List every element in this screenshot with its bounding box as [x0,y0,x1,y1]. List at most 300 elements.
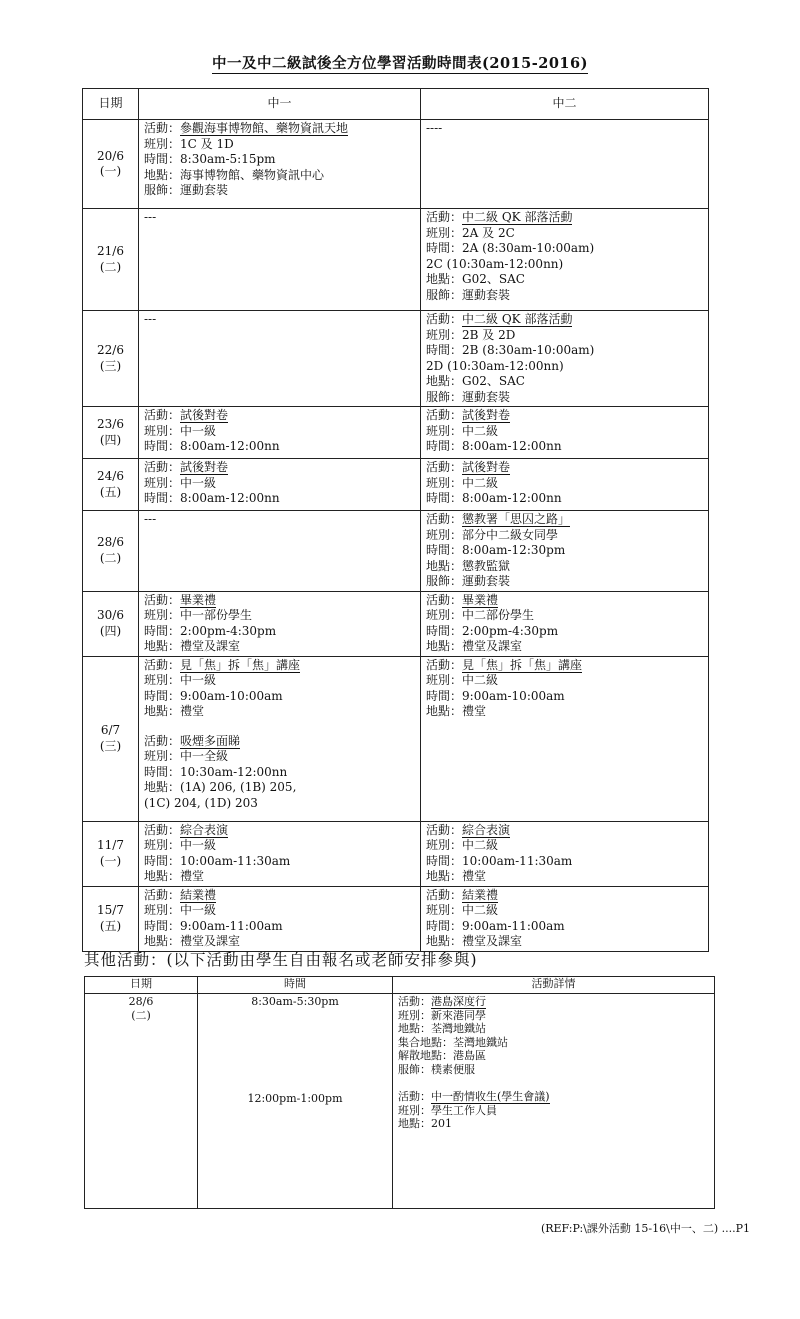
field-line [426,476,703,492]
field-value: 中二部份學生 [462,608,535,622]
footer-ref: (REF:P:\課外活動 15-16\中一、二) ....P1 [540,1222,750,1235]
row-date: 15/7 [97,903,124,917]
field-label: 活動： [426,512,463,526]
field-label: 班別： [144,838,181,852]
field-value: 港島區 [453,1049,486,1062]
field-line [426,574,703,590]
empty-dash: --- [144,210,157,224]
field-value: 2B (8:30am-10:00am) [462,343,595,357]
field-label: 時間： [144,439,181,453]
field-value: 8:30am-5:15pm [180,152,276,166]
field-label: 活動： [426,592,463,607]
field-line [144,439,415,455]
field-line [426,460,703,476]
activity-name: 中一酌情收生(學生會議) [431,1090,550,1103]
schedule-row [83,209,709,311]
field-label: 地點： [426,272,463,286]
row-date: 20/6 [97,148,124,163]
field-value: 10:30am-12:00nn [180,764,288,779]
activity-name: 畢業禮 [180,592,217,607]
field-line [144,689,415,705]
field-label: 活動： [144,657,181,672]
field-value: 禮堂 [180,704,205,718]
field-label: 時間： [144,623,181,638]
schedule-row [83,656,709,821]
field-label: 地點： [144,639,181,653]
field-label: 班別： [426,608,463,622]
form2-cell [421,209,709,311]
field-value: 10:00am-11:30am [180,853,291,868]
field-label: 班別： [144,608,181,622]
field-label: 時間： [426,853,463,868]
field-value: 9:00am-11:00am [462,918,565,933]
field-value: 8:00am-12:00nn [180,439,280,453]
schedule-row [83,407,709,459]
field-value: 2C (10:30am-12:00nn) [426,256,564,271]
field-label: 地點： [144,704,181,718]
field-label: 班別： [398,1008,431,1022]
field-value: 懲教監獄 [462,558,511,573]
field-label: 活動： [426,822,463,837]
field-value: 2:00pm-4:30pm [462,623,559,638]
field-line [426,593,703,609]
spacer [144,720,415,734]
activity-name: 試後對卷 [462,408,511,422]
field-line [426,903,703,919]
activity-name: 畢業禮 [462,592,499,607]
field-value: 9:00am-11:00am [180,918,283,933]
field-value: 部分中二級女同學 [462,527,559,542]
activity-name: 見「焦」拆「焦」講座 [462,657,583,672]
field-label: 活動： [144,887,181,902]
field-line [426,658,703,674]
activity-name: 綜合表演 [462,822,511,837]
field-line [426,869,703,885]
other-activities-title: 其他活動：(以下活動由學生自由報名或老師安排參與) [84,951,478,969]
row-weekday: (二) [99,259,122,274]
row-weekday: (三) [99,738,122,753]
field-label: 活動： [426,657,463,672]
field-value: 9:00am-10:00am [180,688,283,703]
field-label: 活動： [144,733,181,748]
field-label: 服飾： [144,183,181,197]
field-label: 時間： [144,688,181,703]
field-value: 禮堂 [462,704,487,718]
page-title: 中一及中二級試後全方位學習活動時間表(2015-2016) [212,55,588,72]
form1-cell [139,511,421,592]
form1-cell [139,120,421,209]
other-activities-table [84,976,715,1209]
row-weekday: (二) [99,550,122,565]
field-value: 禮堂 [462,869,487,883]
field-label: 時間： [144,491,181,505]
field-label: 班別： [144,423,181,438]
field-label: 時間： [144,152,181,166]
field-value: 中二級 [462,903,499,917]
field-label: 班別： [426,903,463,917]
field-value: 中二級 [462,838,499,852]
field-line [426,439,703,455]
field-label: 活動： [426,408,463,422]
schedule-row [83,311,709,407]
field-label: 班別： [426,327,463,342]
field-label: 時間： [426,688,463,703]
field-line [426,559,703,575]
empty-dash: ---- [426,121,443,135]
row-weekday: (三) [99,358,122,373]
form2-cell [421,511,709,592]
field-line [426,512,703,528]
field-value: 2D (10:30am-12:00nn) [426,358,564,373]
field-label: 活動： [426,460,463,474]
field-value: 2:00pm-4:30pm [180,623,277,638]
header-form1: 中一 [139,89,421,120]
field-line [144,749,415,765]
field-value: 8:00am-12:00nn [180,491,280,505]
form1-cell [139,591,421,656]
other-time-cell [198,994,393,1209]
field-line [426,639,703,655]
date-cell [83,821,139,886]
other-time-1: 8:30am-5:30pm [251,995,339,1008]
field-label: 活動： [398,1090,431,1103]
field-value: 荃灣地鐵站 [453,1035,508,1049]
field-line [144,593,415,609]
field-line [426,226,703,242]
field-line [144,903,415,919]
schedule-body [83,120,709,952]
field-line [426,312,703,328]
field-label: 地點： [426,374,463,388]
activity-name: 試後對卷 [462,460,511,474]
field-line [144,152,415,168]
field-label: 班別： [426,225,463,240]
field-label: 時間： [426,241,463,255]
field-label: 服飾： [426,389,463,404]
activity-name: 結業禮 [180,887,217,902]
date-cell [83,591,139,656]
activity-name: 試後對卷 [180,408,229,422]
schedule-table [82,88,709,952]
field-value: 運動套裝 [180,183,229,197]
field-label: 地點： [426,558,463,573]
field-value: 禮堂 [180,869,205,883]
field-value: 1C 及 1D [180,136,234,151]
field-label: 地點： [144,934,181,948]
field-value: 2A 及 2C [462,225,515,240]
form2-cell [421,886,709,951]
field-label: 解散地點： [398,1049,453,1062]
field-label: 時間： [426,623,463,638]
field-value: 中一級 [180,903,217,917]
row-weekday: (四) [99,623,122,638]
schedule-row [83,886,709,951]
schedule-header-row [83,89,709,120]
field-line [426,343,703,359]
field-line [144,491,415,507]
field-line [144,854,415,870]
field-value: 中一部份學生 [180,608,253,622]
field-value: 禮堂及課室 [462,934,523,948]
field-line [144,658,415,674]
field-line [426,704,703,720]
field-label: 班別： [426,475,463,490]
row-date: 23/6 [97,417,124,431]
header-form2: 中二 [421,89,709,120]
field-value: 8:00am-12:30pm [462,543,566,557]
field-label: 活動： [144,822,181,837]
other-details-block-1 [398,995,709,1076]
row-date: 24/6 [97,469,124,483]
field-line [426,838,703,854]
field-label: 地點： [144,167,181,182]
activity-name: 試後對卷 [180,460,229,474]
field-label: 班別： [144,136,181,151]
field-label: 班別： [144,475,181,490]
field-line [144,639,415,655]
field-label: 服飾： [426,574,463,588]
date-cell [83,209,139,311]
field-value: 樸素便服 [431,1062,475,1076]
field-value: 中一級 [180,673,217,687]
field-value: 2A (8:30am-10:00am) [462,241,595,255]
field-label: 時間： [144,918,181,933]
field-label: 活動： [144,121,181,135]
field-line [426,288,703,304]
field-line [426,390,703,406]
field-line [426,374,703,390]
field-line [144,780,415,796]
field-line [144,183,415,199]
row-weekday: (一) [99,164,122,178]
field-value: 201 [431,1117,452,1130]
form2-cell [421,311,709,407]
field-value: 中一級 [180,838,217,852]
field-line [144,796,415,812]
field-line [144,838,415,854]
field-line [144,765,415,781]
form2-cell [421,821,709,886]
field-value: 運動套裝 [462,287,511,302]
field-line [398,1063,709,1077]
field-label: 服飾： [398,1062,431,1076]
field-value: 9:00am-10:00am [462,688,565,703]
field-label: 地點： [426,934,463,948]
date-cell [83,511,139,592]
other-date-cell [85,994,198,1209]
field-line [398,1036,709,1050]
field-line [426,257,703,273]
field-label: 活動： [144,460,181,474]
field-label: 班別： [144,673,181,687]
field-value: 中二級 [462,423,499,438]
schedule-row [83,821,709,886]
field-label: 地點： [144,869,181,883]
field-value: 禮堂及課室 [180,639,241,653]
field-value: (1A) 206, (1B) 205, [180,780,297,794]
activity-name: 港島深度行 [431,995,486,1008]
field-line [426,528,703,544]
field-line [144,408,415,424]
field-value: 中二級 [462,475,499,490]
field-value: 10:00am-11:30am [462,853,573,868]
field-label: 地點： [426,704,463,718]
date-cell [83,459,139,511]
field-line [144,424,415,440]
field-line [144,137,415,153]
field-line [398,995,709,1009]
field-label: 地點： [144,780,181,794]
other-time-2: 12:00pm-1:00pm [247,1091,343,1105]
field-label: 時間： [144,853,181,868]
field-value: G02、SAC [462,374,525,388]
other-date: 28/6 [128,995,154,1008]
field-value: 運動套裝 [462,389,511,404]
header-date: 日期 [83,89,139,120]
form1-cell [139,656,421,821]
field-line [426,689,703,705]
field-line [426,359,703,375]
form1-cell [139,209,421,311]
field-line [426,408,703,424]
form2-cell [421,591,709,656]
form1-cell [139,821,421,886]
field-label: 活動： [426,312,463,326]
field-line [144,168,415,184]
field-line [426,624,703,640]
field-label: 服飾： [426,287,463,302]
field-value: 中一級 [180,475,217,490]
field-label: 時間： [426,491,463,505]
row-weekday: (一) [99,853,122,868]
field-line [398,1022,709,1036]
row-weekday: (五) [99,484,122,499]
field-value: (1C) 204, (1D) 203 [144,795,258,810]
schedule-row [83,120,709,209]
field-label: 活動： [144,408,181,422]
field-label: 地點： [398,1022,431,1035]
date-cell [83,407,139,459]
field-line [426,823,703,839]
schedule-row [83,591,709,656]
field-value: 禮堂及課室 [180,934,241,948]
activity-name: 參觀海事博物館、藥物資訊天地 [180,121,349,135]
field-line [144,121,415,137]
field-label: 時間： [426,343,463,357]
field-value: 中一級 [180,423,217,438]
field-value: 荃灣地鐵站 [431,1022,486,1035]
field-label: 活動： [426,887,463,902]
field-label: 地點： [426,869,463,883]
date-cell [83,886,139,951]
form1-cell [139,886,421,951]
field-line [426,608,703,624]
field-value: 中一全級 [180,749,229,763]
other-row [85,994,715,1209]
field-value: 中二級 [462,673,499,687]
field-line [426,919,703,935]
field-value: G02、SAC [462,272,525,286]
other-header-details: 活動詳情 [393,977,715,994]
field-label: 活動： [398,995,431,1008]
field-value: 學生工作人員 [431,1103,497,1117]
field-line [144,919,415,935]
activity-name: 見「焦」拆「焦」講座 [180,657,301,672]
empty-dash: --- [144,312,157,326]
field-value: 運動套裝 [462,574,511,588]
form1-cell [139,459,421,511]
field-line [426,888,703,904]
other-header-date: 日期 [85,977,198,994]
field-label: 活動： [144,592,181,607]
activity-name: 綜合表演 [180,822,229,837]
field-line [144,869,415,885]
field-label: 班別： [426,423,463,438]
field-label: 時間： [426,439,463,453]
field-value: 禮堂及課室 [462,639,523,653]
field-label: 活動： [426,210,463,224]
form1-cell [139,311,421,407]
field-value: 新來港同學 [431,1008,486,1022]
empty-dash: --- [144,512,157,526]
field-line [144,624,415,640]
row-weekday: (四) [99,432,122,447]
field-label: 班別： [426,838,463,852]
activity-name: 中二級 QK 部落活動 [462,210,573,224]
form2-cell [421,120,709,209]
field-line [144,673,415,689]
field-line [426,241,703,257]
row-date: 22/6 [97,343,124,357]
other-details-cell [393,994,715,1209]
form2-cell [421,407,709,459]
field-value: 海事博物館、藥物資訊中心 [180,167,325,182]
activity-name: 懲教署「思囚之路」 [462,512,571,526]
field-line [426,210,703,226]
activity-name: 吸煙多面睇 [180,733,241,748]
field-label: 時間： [426,543,463,557]
row-date: 28/6 [97,535,124,550]
other-header-time: 時間 [198,977,393,994]
field-label: 地點： [426,639,463,653]
field-label: 班別： [398,1103,431,1117]
field-label: 地點： [398,1117,431,1130]
field-line [426,673,703,689]
row-date: 21/6 [97,244,124,258]
row-date: 30/6 [97,608,124,622]
field-label: 時間： [144,764,181,779]
schedule-row [83,511,709,592]
field-value: 8:00am-12:00nn [462,439,562,453]
date-cell [83,311,139,407]
field-line [398,1049,709,1063]
field-line [426,424,703,440]
field-line [398,1009,709,1023]
form1-cell [139,407,421,459]
field-line [144,608,415,624]
schedule-row [83,459,709,511]
other-day: (二) [131,1008,151,1022]
other-header-row [85,977,715,994]
field-label: 班別： [426,673,463,687]
field-label: 班別： [426,527,463,542]
field-line [144,704,415,720]
field-value: 2B 及 2D [462,327,516,342]
other-details-block-2 [398,1090,709,1131]
field-line [426,328,703,344]
field-line [144,476,415,492]
field-line [426,854,703,870]
